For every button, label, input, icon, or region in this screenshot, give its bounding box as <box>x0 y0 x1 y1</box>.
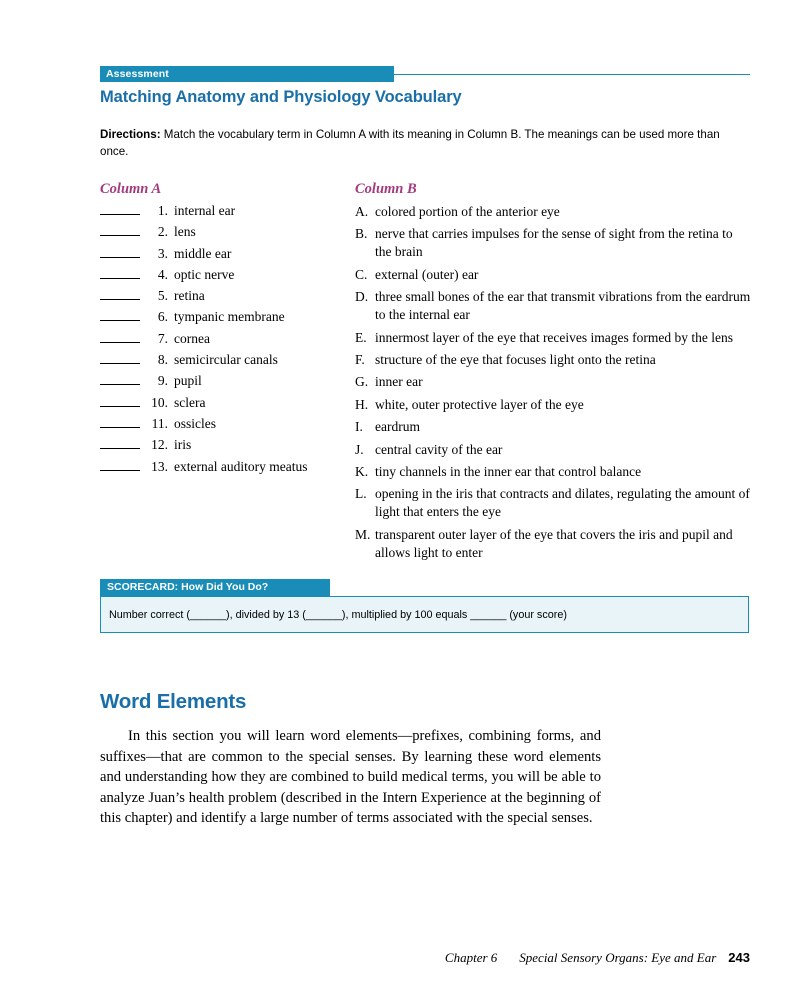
list-item <box>355 266 751 284</box>
item-number: 11. <box>151 415 168 431</box>
footer-chapter: Chapter 6 <box>444 950 498 965</box>
scorecard-text: Number correct (______), divided by 13 (______), multiplied by 100 equals ______ (your score) <box>109 609 567 621</box>
answer-blank[interactable] <box>100 352 140 364</box>
vocabulary-term: optic nerve <box>174 266 235 282</box>
item-letter: K. <box>355 463 369 479</box>
item-letter: A. <box>355 204 369 219</box>
item-letter: I. <box>355 419 363 435</box>
scorecard-tab <box>100 579 330 596</box>
list-item <box>100 437 350 458</box>
answer-blank[interactable] <box>100 288 140 300</box>
item-number: 2. <box>157 224 168 240</box>
definition-text: external (outer) ear <box>375 266 479 282</box>
item-letter: H. <box>355 396 369 412</box>
item-number: 1. <box>157 203 168 218</box>
vocabulary-term: pupil <box>174 373 202 389</box>
list-item <box>355 526 751 562</box>
list-item <box>100 203 350 224</box>
answer-blank[interactable] <box>100 395 140 407</box>
item-number: 3. <box>157 245 168 261</box>
list-item <box>355 329 751 347</box>
column-a-heading: Column A <box>100 181 162 197</box>
definition-text: nerve that carries impulses for the sense of sight from the retina to the brain <box>375 226 733 260</box>
footer-running-head: Special Sensory Organs: Eye and Ear <box>519 950 717 965</box>
answer-blank[interactable] <box>100 437 140 449</box>
answer-blank[interactable] <box>100 459 140 471</box>
column-b-list <box>355 203 751 566</box>
item-number: 6. <box>157 309 168 325</box>
item-number: 9. <box>157 373 168 389</box>
item-letter: M. <box>355 526 371 542</box>
item-letter: C. <box>355 266 368 282</box>
directions-label: Directions: <box>100 128 161 141</box>
answer-blank[interactable] <box>100 331 140 343</box>
answer-blank[interactable] <box>100 309 140 321</box>
list-item <box>100 309 350 330</box>
item-number: 13. <box>151 458 168 474</box>
answer-blank[interactable] <box>100 373 140 385</box>
item-letter: D. <box>355 289 369 305</box>
list-item <box>100 416 350 437</box>
list-item <box>355 396 751 414</box>
vocabulary-term: sclera <box>174 394 206 410</box>
list-item <box>100 459 350 480</box>
vocabulary-term: internal ear <box>174 203 236 218</box>
page-title: Matching Anatomy and Physiology Vocabulary <box>100 88 462 106</box>
answer-blank[interactable] <box>100 246 140 258</box>
vocabulary-term: middle ear <box>174 245 232 261</box>
list-item <box>100 246 350 267</box>
answer-blank[interactable] <box>100 267 140 279</box>
definition-text: colored portion of the anterior eye <box>375 204 560 219</box>
vocabulary-term: ossicles <box>174 415 216 431</box>
list-item <box>100 224 350 245</box>
list-item <box>355 225 751 261</box>
list-item <box>355 203 751 221</box>
assessment-tab-label: Assessment <box>106 68 169 80</box>
answer-blank[interactable] <box>100 203 140 215</box>
item-letter: E. <box>355 329 367 345</box>
item-number: 12. <box>151 437 168 453</box>
column-b-heading: Column B <box>355 181 417 197</box>
list-item <box>100 331 350 352</box>
assessment-tab <box>100 66 394 82</box>
list-item <box>355 418 751 436</box>
list-item <box>100 373 350 394</box>
scorecard-box <box>100 596 749 633</box>
definition-text: central cavity of the ear <box>375 441 503 457</box>
assessment-header-rule <box>394 74 750 76</box>
list-item <box>355 441 751 459</box>
vocabulary-term: tympanic membrane <box>174 309 285 325</box>
vocabulary-term: iris <box>174 437 192 453</box>
item-letter: J. <box>355 441 364 457</box>
definition-text: inner ear <box>375 374 423 390</box>
directions-text: Match the vocabulary term in Column A with its meaning in Column B. The meanings can be used more than once. <box>100 128 720 158</box>
page-footer <box>100 950 750 966</box>
vocabulary-term: cornea <box>174 330 210 346</box>
definition-text: transparent outer layer of the eye that covers the iris and pupil and allows light to enter <box>375 526 733 560</box>
list-item <box>100 352 350 373</box>
word-elements-paragraph: In this section you will learn word elements—prefixes, combining forms, and suffixes—that are common to the special senses. By learning these word elements and understanding how they are combined to build medical terms, you will be able to analyze Juan’s health problem (described in the Intern Experience at the beginning of this chapter) and identify a large number of terms associated with the special senses. <box>100 728 601 827</box>
list-item <box>355 351 751 369</box>
definition-text: structure of the eye that focuses light onto the retina <box>375 351 656 367</box>
list-item <box>100 395 350 416</box>
section-heading-word-elements: Word Elements <box>100 690 247 713</box>
footer-page-number: 243 <box>728 950 750 965</box>
item-letter: B. <box>355 226 368 242</box>
directions-paragraph <box>100 126 751 160</box>
item-number: 4. <box>157 266 168 282</box>
list-item <box>355 463 751 481</box>
scorecard-tab-label: SCORECARD: How Did You Do? <box>107 581 269 593</box>
item-number: 8. <box>157 352 168 368</box>
vocabulary-term: external auditory meatus <box>174 458 308 474</box>
list-item <box>100 267 350 288</box>
vocabulary-term: lens <box>174 224 196 240</box>
list-item <box>100 288 350 309</box>
item-number: 10. <box>151 394 168 410</box>
definition-text: opening in the iris that contracts and dilates, regulating the amount of light that enters the eye <box>375 486 750 520</box>
list-item <box>355 485 751 521</box>
definition-text: tiny channels in the inner ear that control balance <box>375 463 642 479</box>
item-letter: F. <box>355 351 365 367</box>
list-item <box>355 288 751 324</box>
definition-text: white, outer protective layer of the eye <box>375 396 584 412</box>
vocabulary-term: semicircular canals <box>174 352 278 368</box>
item-number: 7. <box>157 330 168 346</box>
item-letter: L. <box>355 486 367 502</box>
definition-text: three small bones of the ear that transmit vibrations from the eardrum to the internal ear <box>375 289 751 323</box>
column-a-list <box>100 203 350 480</box>
answer-blank[interactable] <box>100 416 140 428</box>
answer-blank[interactable] <box>100 224 140 236</box>
definition-text: innermost layer of the eye that receives images formed by the lens <box>375 329 733 345</box>
vocabulary-term: retina <box>174 288 205 304</box>
item-letter: G. <box>355 374 369 390</box>
definition-text: eardrum <box>375 419 420 435</box>
item-number: 5. <box>157 288 168 304</box>
list-item <box>355 373 751 391</box>
